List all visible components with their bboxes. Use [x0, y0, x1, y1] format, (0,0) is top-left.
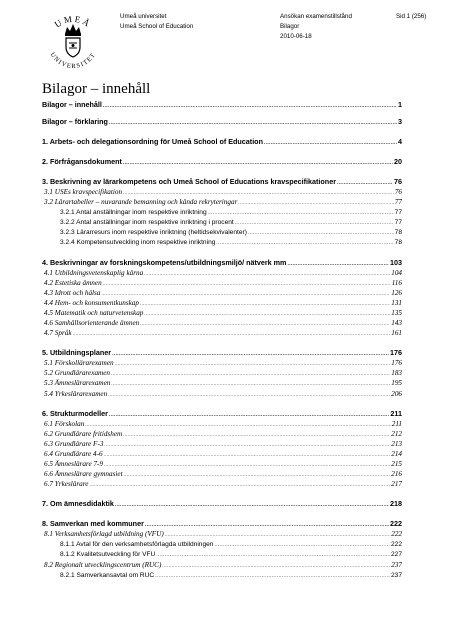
- toc-leader-dots: [208, 209, 394, 218]
- toc-entry[interactable]: [42, 218, 402, 228]
- toc-leader-dots: [111, 370, 390, 379]
- toc-entry-page: 222: [390, 541, 402, 549]
- toc-entry-label: 7. Om ämnesdidaktik: [42, 499, 114, 509]
- toc-entry-label: 8. Samverkan med kommuner: [42, 519, 144, 529]
- toc-entry[interactable]: [42, 299, 402, 309]
- toc-entry-page: 211: [391, 419, 402, 428]
- toc-entry-label: 6.7 Yrkeslärare: [44, 480, 89, 489]
- toc-entry-label: Bilagor – innehåll: [42, 100, 102, 109]
- toc-entry-label: 4.7 Språk: [44, 329, 72, 338]
- toc-leader-dots: [73, 330, 391, 339]
- toc-entry-page: 183: [391, 369, 402, 378]
- toc-entry[interactable]: [42, 208, 402, 218]
- toc-entry-page: 213: [391, 439, 402, 448]
- toc-entry-label: 8.1.1 Avtal för den verksamhetsförlagda utbildningen: [60, 541, 214, 549]
- toc-entry[interactable]: [42, 379, 402, 389]
- toc-leader-dots: [85, 421, 390, 430]
- toc-entry-label: 6. Strukturmodeller: [42, 408, 108, 418]
- toc-entry-label: 3.2.1 Antal anställningar inom respektive inriktning: [60, 209, 207, 217]
- toc-entry-page: 161: [391, 329, 402, 338]
- table-of-contents: [42, 100, 402, 581]
- document-title: Ansökan examenstillstånd: [280, 13, 352, 20]
- toc-entry-page: 126: [391, 288, 402, 297]
- toc-entry-label: 4.6 Samhällsorienterande ämnen: [44, 319, 140, 328]
- toc-entry-label: 2. Förfrågansdokument: [42, 157, 122, 166]
- toc-leader-dots: [101, 290, 390, 299]
- toc-leader-dots: [111, 380, 390, 389]
- toc-entry-page: 222: [390, 519, 402, 529]
- toc-entry-label: 4. Beskrivningar av forskningskompetens/utbildningsmiljö/ nätverk mm: [42, 257, 287, 267]
- toc-entry[interactable]: [42, 499, 402, 510]
- toc-leader-dots: [264, 139, 397, 148]
- toc-entry[interactable]: [42, 177, 402, 188]
- page-title: Bilagor – innehåll: [42, 81, 151, 97]
- toc-leader-dots: [162, 562, 390, 571]
- toc-leader-dots: [104, 461, 390, 470]
- toc-entry-label: 3.2.3 Lärarresurs inom respektive inriktning (heltidsekvivalenter): [60, 229, 247, 237]
- toc-leader-dots: [165, 531, 390, 540]
- toc-entry-label: 3.1 USEs kravspecifikation: [44, 188, 123, 196]
- toc-entry-label: 8.2 Regionalt utvecklingscentrum (RUC): [44, 560, 162, 569]
- toc-entry[interactable]: [42, 409, 402, 420]
- toc-entry[interactable]: [42, 519, 402, 530]
- toc-entry[interactable]: [42, 550, 402, 560]
- toc-entry-page: 143: [391, 319, 402, 328]
- toc-leader-dots: [108, 391, 390, 400]
- toc-leader-dots: [337, 179, 393, 188]
- toc-entry[interactable]: [42, 450, 402, 460]
- toc-leader-dots: [123, 431, 390, 440]
- toc-entry-label: 4.5 Matematik och naturvetenskap: [44, 308, 144, 317]
- toc-leader-dots: [109, 411, 389, 420]
- toc-entry-label: 5.2 Grundlärarexamen: [44, 369, 111, 378]
- toc-entry-page: 77: [394, 219, 402, 227]
- toc-entry-page: 78: [394, 229, 402, 237]
- toc-leader-dots: [103, 280, 391, 289]
- toc-entry[interactable]: [42, 188, 402, 198]
- toc-entry[interactable]: [42, 238, 402, 248]
- toc-leader-dots: [216, 239, 393, 248]
- toc-entry-page: 131: [391, 298, 402, 307]
- toc-entry-label: 4.4 Hem- och konsumentkunskap: [44, 298, 140, 307]
- umea-university-seal-icon: [42, 9, 104, 77]
- toc-entry-label: 5.1 Förskollärarexamen: [44, 359, 114, 368]
- toc-leader-dots: [140, 320, 390, 329]
- toc-entry-label: 3.2.2 Antal anställningar inom respektive inriktning i procent: [60, 219, 234, 227]
- toc-entry-label: 4.1 Utbildningsvetenskaplig kärna: [44, 268, 144, 277]
- toc-entry[interactable]: [42, 117, 402, 128]
- toc-entry-label: 3.2.4 Kompetensutveckling inom respektive inriktning: [60, 239, 216, 247]
- toc-leader-dots: [155, 572, 390, 581]
- toc-entry[interactable]: [42, 258, 402, 269]
- toc-entry[interactable]: [42, 530, 402, 540]
- toc-leader-dots: [145, 521, 389, 530]
- toc-leader-dots: [287, 260, 389, 269]
- toc-leader-dots: [109, 119, 397, 128]
- toc-entry-page: 104: [391, 268, 402, 277]
- toc-entry-page: 76: [394, 188, 402, 196]
- toc-entry-page: 116: [391, 278, 402, 287]
- toc-leader-dots: [103, 102, 397, 111]
- school-name: Umeå School of Education: [120, 23, 194, 30]
- toc-entry-page: 237: [390, 571, 402, 579]
- university-name: Umeå universitet: [120, 13, 167, 20]
- toc-entry-page: 206: [391, 389, 402, 398]
- toc-entry-page: 222: [391, 530, 402, 539]
- toc-entry-page: 216: [391, 470, 402, 479]
- toc-entry-label: 8.1 Verksamhetsförlagd utbildning (VFU): [44, 530, 164, 539]
- toc-entry[interactable]: [42, 198, 402, 208]
- toc-entry-page: 237: [391, 560, 402, 569]
- toc-leader-dots: [104, 451, 391, 460]
- document-subtitle: Bilagor: [280, 23, 300, 30]
- toc-entry[interactable]: [42, 390, 402, 400]
- toc-entry[interactable]: [42, 460, 402, 470]
- toc-entry[interactable]: [42, 440, 402, 450]
- toc-entry-page: 227: [390, 551, 402, 559]
- toc-entry-label: 8.2.1 Samverkansavtal om RUC: [60, 571, 155, 579]
- toc-entry[interactable]: [42, 279, 402, 289]
- toc-entry[interactable]: [42, 470, 402, 480]
- toc-entry-page: 218: [390, 499, 402, 509]
- toc-entry-page: 77: [394, 198, 402, 207]
- toc-entry-page: 76: [394, 177, 402, 186]
- toc-entry[interactable]: [42, 269, 402, 279]
- toc-entry[interactable]: [42, 430, 402, 440]
- toc-entry-page: 195: [391, 379, 402, 388]
- toc-entry-label: 5. Utbildningsplaner: [42, 348, 112, 358]
- toc-leader-dots: [104, 441, 390, 450]
- toc-leader-dots: [156, 551, 390, 560]
- toc-entry[interactable]: [42, 561, 402, 571]
- toc-entry-label: 3.2 Lärartabeller – nuvarande bemanning och kända rekryteringar: [44, 198, 238, 207]
- toc-entry[interactable]: [42, 359, 402, 369]
- toc-entry[interactable]: [42, 540, 402, 550]
- toc-entry[interactable]: [42, 329, 402, 339]
- toc-leader-dots: [214, 541, 390, 550]
- toc-entry-label: Bilagor – förklaring: [42, 117, 108, 126]
- toc-entry-label: 6.3 Grundlärare F-3: [44, 439, 104, 448]
- logo-top-text: UMEÅ: [52, 13, 94, 30]
- toc-entry-page: 1: [398, 100, 402, 109]
- toc-entry[interactable]: [42, 571, 402, 581]
- toc-entry-page: 103: [390, 257, 402, 267]
- toc-entry-page: 214: [391, 449, 402, 458]
- toc-entry-label: 6.6 Ämneslärare gymnasiet: [44, 470, 123, 479]
- toc-entry-page: 211: [390, 408, 402, 418]
- toc-leader-dots: [248, 229, 394, 238]
- toc-leader-dots: [115, 360, 391, 369]
- toc-entry-label: 4.3 Idrott och hälsa: [44, 288, 101, 297]
- toc-entry-page: 4: [398, 137, 402, 146]
- toc-entry-label: 6.1 Förskolan: [44, 419, 85, 428]
- toc-entry-label: 6.4 Grundlärare 4-6: [44, 449, 103, 458]
- toc-entry[interactable]: [42, 228, 402, 238]
- toc-leader-dots: [238, 199, 393, 208]
- toc-entry-label: 5.4 Yrkeslärarexamen: [44, 389, 108, 398]
- toc-entry-page: 217: [391, 480, 402, 489]
- toc-entry-page: 212: [391, 429, 402, 438]
- toc-entry[interactable]: [42, 157, 402, 168]
- page-number: Sid 1 (256): [396, 13, 427, 20]
- document-date: 2010-06-18: [280, 33, 312, 40]
- toc-entry[interactable]: [42, 309, 402, 319]
- toc-leader-dots: [123, 159, 393, 168]
- toc-leader-dots: [115, 501, 389, 510]
- toc-leader-dots: [112, 350, 389, 359]
- toc-entry[interactable]: [42, 369, 402, 379]
- toc-leader-dots: [144, 310, 390, 319]
- toc-entry[interactable]: [42, 348, 402, 359]
- toc-entry[interactable]: [42, 137, 402, 148]
- toc-entry-label: 4.2 Estetiska ämnen: [44, 278, 102, 287]
- umea-university-logo: [42, 9, 104, 77]
- toc-leader-dots: [89, 481, 390, 490]
- toc-entry-page: 176: [390, 348, 402, 358]
- toc-entry-label: 8.1.2 Kvalitetsutveckling för VFU: [60, 551, 156, 559]
- toc-leader-dots: [235, 219, 394, 228]
- toc-leader-dots: [140, 300, 390, 309]
- toc-entry-page: 78: [394, 239, 402, 247]
- toc-entry-label: 5.3 Ämneslärarexamen: [44, 379, 111, 388]
- toc-entry[interactable]: [42, 289, 402, 299]
- toc-leader-dots: [123, 189, 394, 198]
- toc-entry-label: 1. Arbets- och delegationsordning för Umeå School of Education: [42, 137, 263, 146]
- toc-entry-label: 3. Beskrivning av lärarkompetens och Umeå School of Educations kravspecifikationer: [42, 177, 336, 186]
- header-left: [120, 12, 193, 32]
- toc-entry-page: 3: [398, 117, 402, 126]
- header-middle: [280, 12, 352, 42]
- toc-entry-page: 135: [391, 308, 402, 317]
- logo-bottom-text: UNIVERSITET: [48, 51, 98, 71]
- svg-text:UNIVERSITET: [49, 51, 98, 70]
- toc-entry-page: 20: [394, 157, 402, 166]
- toc-entry[interactable]: [42, 319, 402, 329]
- toc-entry-page: 77: [394, 209, 402, 217]
- toc-entry-label: 6.5 Ämneslärare 7-9: [44, 459, 104, 468]
- toc-entry[interactable]: [42, 480, 402, 490]
- header-right: [396, 12, 426, 22]
- toc-leader-dots: [144, 270, 390, 279]
- toc-entry[interactable]: [42, 100, 402, 111]
- toc-entry-page: 176: [391, 359, 402, 368]
- toc-leader-dots: [124, 471, 391, 480]
- toc-entry-label: 6.2 Grundlärare fritidshem: [44, 429, 123, 438]
- toc-entry[interactable]: [42, 420, 402, 430]
- toc-entry-page: 215: [391, 459, 402, 468]
